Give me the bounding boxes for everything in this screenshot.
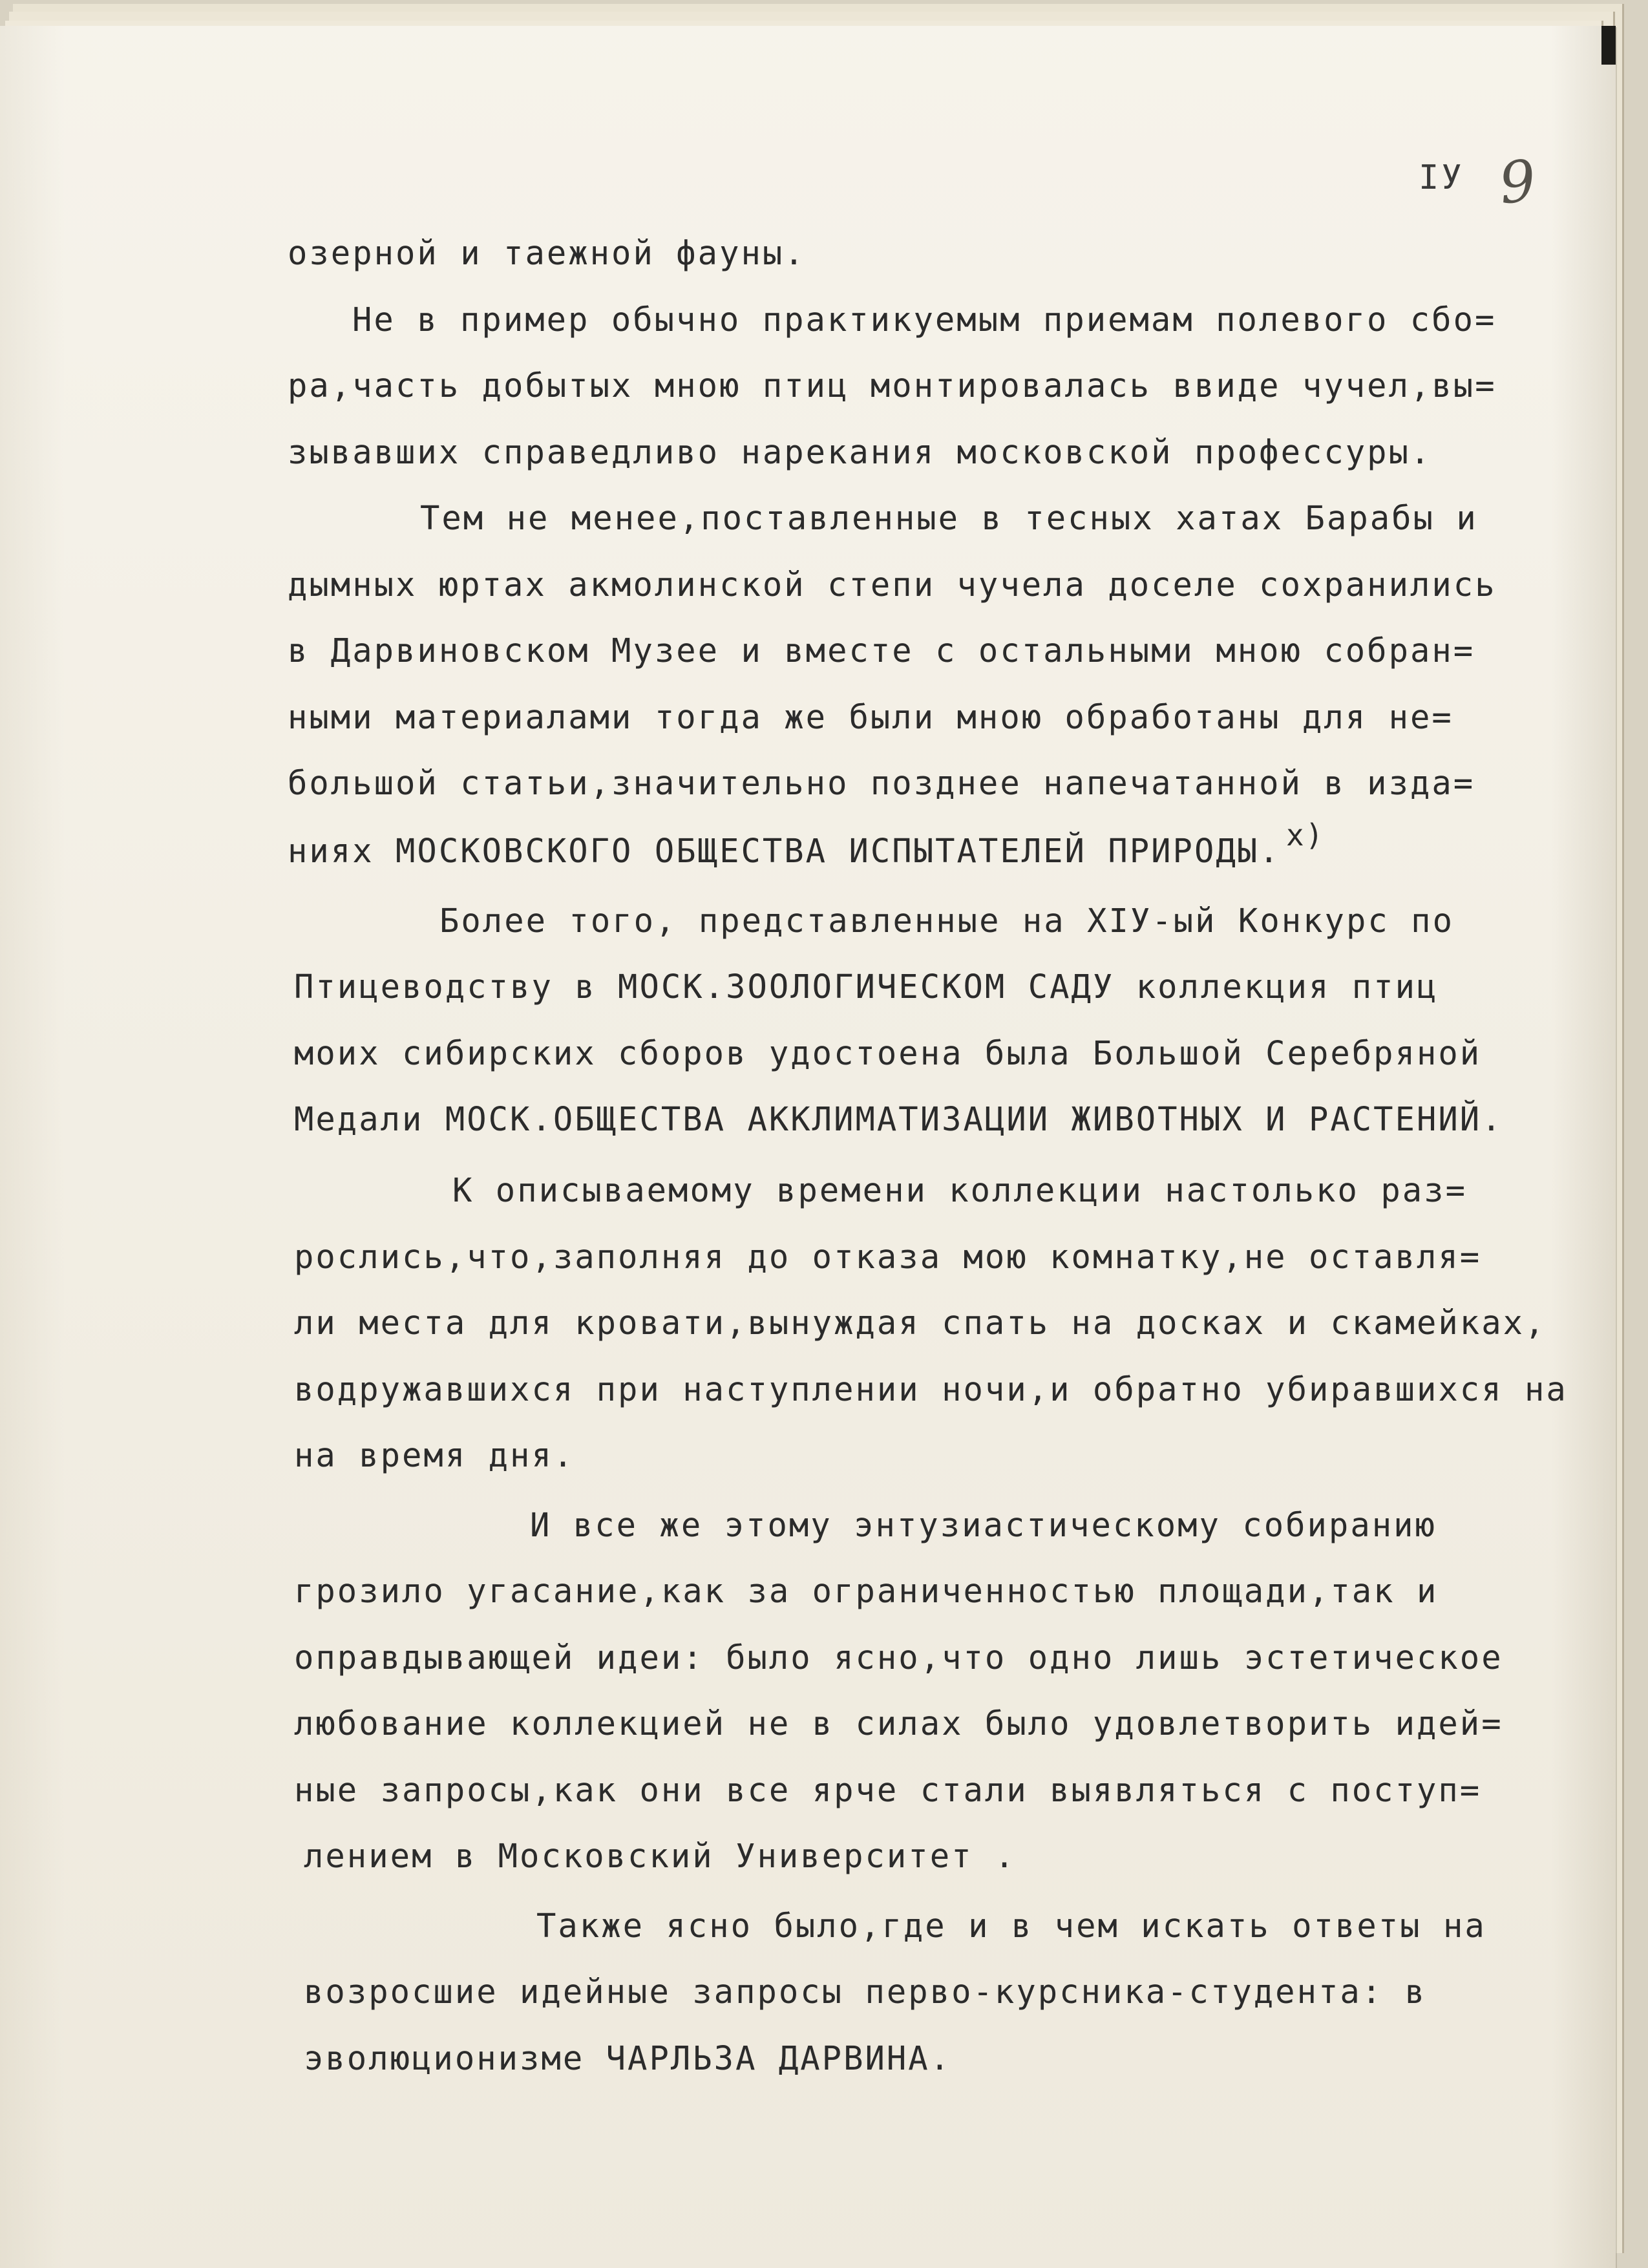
text-line: И все же этому энтузиастическому собиранию: [530, 1506, 1437, 1544]
text-line: озерной и таежной фауны.: [288, 234, 806, 272]
text-line: К описываемому времени коллекции настолько раз=: [452, 1171, 1467, 1209]
text-line: большой статьи,значительно позднее напечатанной в изда=: [288, 764, 1475, 802]
text-line: рослись,что,заполняя до отказа мою комнатку,не оставля=: [294, 1238, 1482, 1276]
text-line: зывавших справедливо нарекания московской профессуры.: [288, 433, 1432, 471]
text-line: Также ясно было,где и в чем искать ответы на: [536, 1907, 1486, 1945]
text-line: ные запросы,как они все ярче стали выявляться с поступ=: [294, 1771, 1482, 1809]
text-line: возросшие идейные запросы перво-курсника-студента: в: [304, 1973, 1426, 2011]
typewritten-text: [0, 26, 1616, 2268]
text-line: в Дарвиновском Музее и вместе с остальными мною собран=: [288, 631, 1475, 670]
page-number: IУ: [1419, 158, 1464, 197]
text-line: дымных юртах акмолинской степи чучела доселе сохранились: [288, 566, 1497, 604]
document-page: [0, 26, 1616, 2268]
text-line: ными материалами тогда же были мною обработаны для не=: [288, 698, 1453, 736]
text-line: Птицеводству в МОСК.ЗООЛОГИЧЕСКОМ САДУ коллекция птиц: [294, 968, 1439, 1006]
text-line: водружавшихся при наступлении ночи,и обратно убиравшихся на: [294, 1370, 1568, 1408]
text-line: на время дня.: [294, 1436, 575, 1474]
footnote-marker: x): [1286, 818, 1325, 853]
text-line: ли места для кровати,вынуждая спать на досках и скамейках,: [294, 1304, 1547, 1342]
text-line: моих сибирских сборов удостоена была Большой Серебряной: [294, 1034, 1482, 1072]
text-line: Не в пример обычно практикуемым приемам полевого сбо=: [352, 301, 1497, 339]
text-line: Медали МОСК.ОБЩЕСТВА АККЛИМАТИЗАЦИИ ЖИВОТНЫХ И РАСТЕНИЙ.: [294, 1100, 1503, 1138]
text-line: ра,часть добытых мною птиц монтировалась ввиде чучел,вы=: [288, 366, 1497, 405]
text-line: эволюционизме ЧАРЛЬЗА ДАРВИНА.: [304, 2039, 952, 2077]
text-line: лением в Московский Университет .: [304, 1837, 1017, 1875]
text-line: любование коллекцией не в силах было удовлетворить идей=: [294, 1704, 1503, 1743]
text-line: ниях МОСКОВСКОГО ОБЩЕСТВА ИСПЫТАТЕЛЕЙ ПРИРОДЫ.: [288, 832, 1281, 870]
text-line: Тем не менее,поставленные в тесных хатах Барабы и: [420, 499, 1478, 537]
text-line: грозило угасание,как за ограниченностью площади,так и: [294, 1572, 1439, 1610]
text-line: оправдывающей идеи: было ясно,что одно лишь эстетическое: [294, 1638, 1503, 1677]
handwritten-folio: 9: [1495, 147, 1539, 217]
text-line: Более того, представленные на XIУ-ый Конкурс по: [439, 902, 1454, 940]
